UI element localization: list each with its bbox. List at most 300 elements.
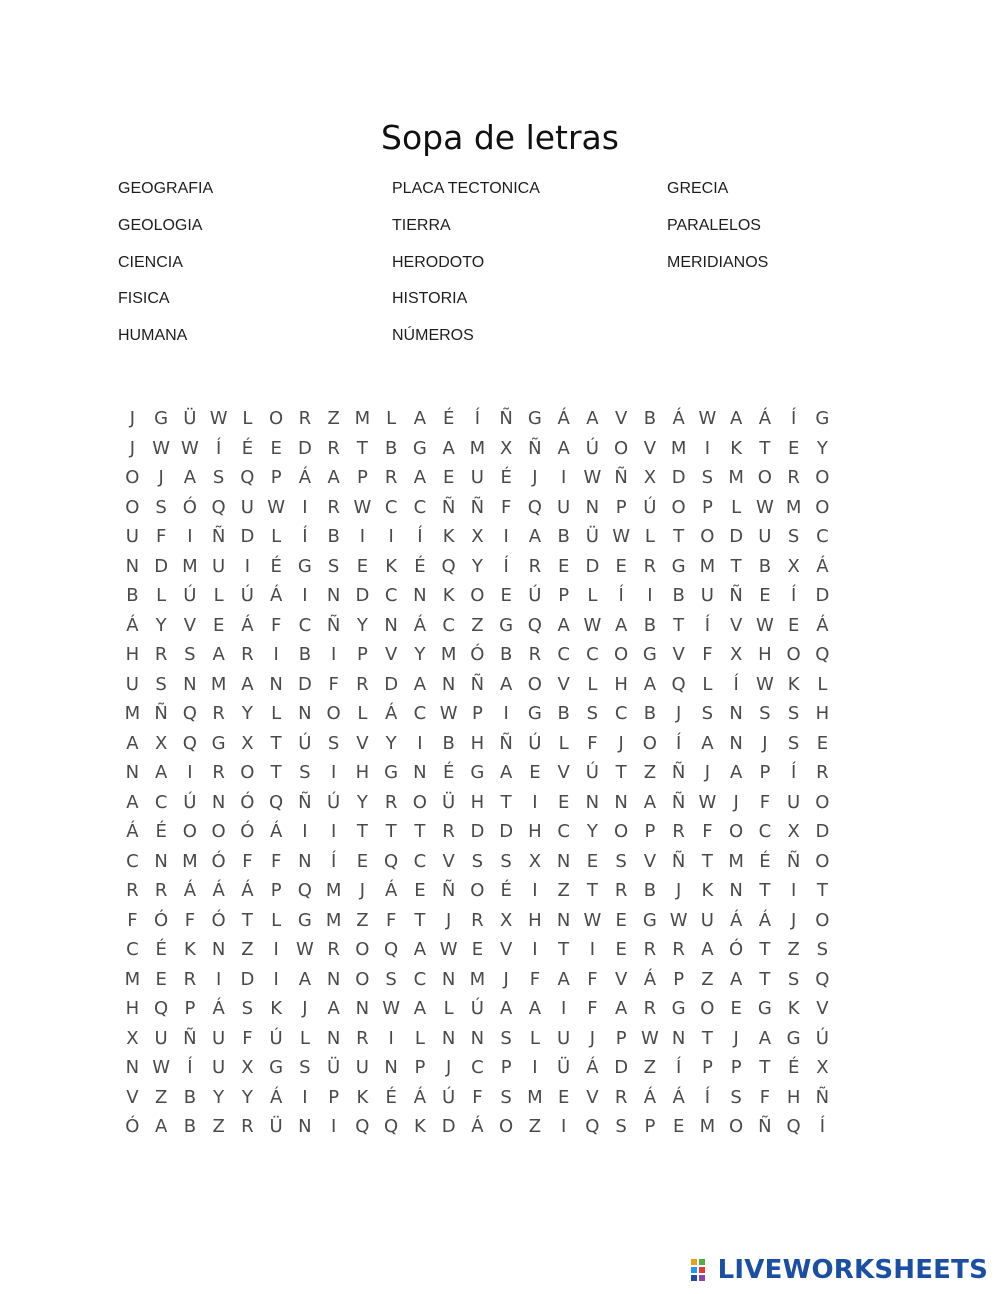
grid-letter[interactable]: V xyxy=(557,762,570,784)
grid-letter[interactable]: R xyxy=(614,1086,628,1108)
grid-letter[interactable]: Q xyxy=(240,467,255,489)
grid-letter[interactable]: I xyxy=(330,1116,337,1138)
grid-letter[interactable]: Q xyxy=(527,614,542,636)
grid-letter[interactable]: Z xyxy=(471,614,484,636)
grid-letter[interactable]: C xyxy=(614,703,628,725)
grid-letter[interactable]: K xyxy=(701,880,714,902)
grid-letter[interactable]: X xyxy=(787,555,800,577)
grid-letter[interactable]: Ñ xyxy=(211,526,226,548)
grid-letter[interactable]: I xyxy=(560,998,567,1020)
grid-letter[interactable]: Á xyxy=(212,998,225,1020)
grid-letter[interactable]: G xyxy=(815,408,830,430)
grid-letter[interactable]: B xyxy=(183,1086,197,1108)
grid-letter[interactable]: L xyxy=(644,526,655,548)
grid-letter[interactable]: T xyxy=(385,821,397,843)
grid-letter[interactable]: Q xyxy=(384,1116,399,1138)
grid-letter[interactable]: R xyxy=(327,496,340,518)
grid-letter[interactable]: L xyxy=(299,1027,310,1049)
grid-letter[interactable]: F xyxy=(155,526,167,548)
grid-letter[interactable]: A xyxy=(154,1116,168,1138)
grid-letter[interactable]: P xyxy=(701,1057,713,1079)
grid-letter[interactable]: Á xyxy=(413,1086,427,1108)
grid-letter[interactable]: J xyxy=(445,1057,452,1079)
grid-letter[interactable]: W xyxy=(382,998,401,1020)
grid-letter[interactable]: F xyxy=(500,496,512,518)
grid-letter[interactable]: A xyxy=(729,968,743,990)
grid-letter[interactable]: R xyxy=(154,880,168,902)
grid-letter[interactable]: Ú xyxy=(183,791,197,813)
grid-letter[interactable]: Ñ xyxy=(671,762,686,784)
grid-letter[interactable]: Ñ xyxy=(758,1116,772,1138)
grid-letter[interactable]: L xyxy=(558,732,569,754)
grid-letter[interactable]: S xyxy=(299,762,311,784)
grid-letter[interactable]: H xyxy=(786,1086,801,1108)
grid-letter[interactable]: U xyxy=(154,1027,168,1049)
grid-letter[interactable]: Z xyxy=(241,939,254,961)
grid-letter[interactable]: O xyxy=(815,791,830,813)
grid-letter[interactable]: M xyxy=(785,496,802,518)
grid-letter[interactable]: J xyxy=(532,467,538,489)
grid-letter[interactable]: Í xyxy=(503,555,509,577)
grid-letter[interactable]: Í xyxy=(675,732,682,754)
grid-letter[interactable]: Z xyxy=(701,968,714,990)
grid-letter[interactable]: Á xyxy=(126,614,139,636)
grid-letter[interactable]: O xyxy=(786,644,801,666)
grid-letter[interactable]: B xyxy=(643,408,657,430)
grid-letter[interactable]: F xyxy=(270,850,282,872)
grid-letter[interactable]: S xyxy=(701,467,714,489)
grid-letter[interactable]: Ñ xyxy=(671,791,686,813)
grid-letter[interactable]: B xyxy=(126,585,139,607)
grid-letter[interactable]: K xyxy=(385,555,398,577)
grid-letter[interactable]: Ú xyxy=(585,437,599,459)
grid-letter[interactable]: R xyxy=(471,909,484,931)
grid-letter[interactable]: I xyxy=(532,1057,538,1079)
grid-letter[interactable]: S xyxy=(586,703,599,725)
grid-letter[interactable]: V xyxy=(672,644,685,666)
grid-letter[interactable]: G xyxy=(527,703,542,725)
grid-letter[interactable]: D xyxy=(729,526,744,548)
grid-letter[interactable]: R xyxy=(327,939,340,961)
grid-letter[interactable]: F xyxy=(328,673,339,695)
grid-letter[interactable]: S xyxy=(787,732,800,754)
grid-letter[interactable]: L xyxy=(702,673,713,695)
grid-letter[interactable]: F xyxy=(702,821,713,843)
grid-letter[interactable]: S xyxy=(184,644,196,666)
grid-letter[interactable]: Q xyxy=(154,998,169,1020)
grid-letter[interactable]: F xyxy=(587,998,598,1020)
grid-letter[interactable]: U xyxy=(240,496,254,518)
grid-letter[interactable]: I xyxy=(302,496,308,518)
grid-letter[interactable]: J xyxy=(359,880,366,902)
grid-letter[interactable]: A xyxy=(586,408,599,430)
grid-letter[interactable]: W xyxy=(152,1057,171,1079)
grid-letter[interactable]: Í xyxy=(704,1086,711,1108)
grid-letter[interactable]: O xyxy=(729,821,744,843)
grid-letter[interactable]: I xyxy=(302,1086,308,1108)
grid-letter[interactable]: Á xyxy=(758,909,772,931)
grid-letter[interactable]: R xyxy=(787,467,800,489)
grid-letter[interactable]: L xyxy=(529,1027,540,1049)
grid-letter[interactable]: N xyxy=(211,939,226,961)
grid-letter[interactable]: N xyxy=(729,703,743,725)
grid-letter[interactable]: T xyxy=(701,1027,713,1049)
grid-letter[interactable]: X xyxy=(126,1027,139,1049)
grid-letter[interactable]: V xyxy=(442,850,455,872)
grid-letter[interactable]: E xyxy=(759,585,771,607)
grid-letter[interactable]: S xyxy=(155,496,167,518)
grid-letter[interactable]: H xyxy=(355,762,370,784)
grid-letter[interactable]: W xyxy=(698,791,717,813)
grid-letter[interactable]: Z xyxy=(787,939,800,961)
grid-letter[interactable]: Y xyxy=(414,644,426,666)
grid-letter[interactable]: P xyxy=(673,968,685,990)
grid-letter[interactable]: E xyxy=(615,909,627,931)
grid-letter[interactable]: K xyxy=(442,526,455,548)
grid-letter[interactable]: I xyxy=(532,939,538,961)
grid-letter[interactable]: E xyxy=(356,555,369,577)
grid-letter[interactable]: M xyxy=(527,1086,543,1108)
grid-letter[interactable]: N xyxy=(125,555,140,577)
grid-letter[interactable]: X xyxy=(499,909,513,931)
grid-letter[interactable]: T xyxy=(500,791,512,813)
grid-letter[interactable]: A xyxy=(413,408,427,430)
grid-letter[interactable]: Á xyxy=(586,1057,599,1079)
grid-letter[interactable]: W xyxy=(180,437,199,459)
grid-letter[interactable]: R xyxy=(528,644,542,666)
grid-letter[interactable]: S xyxy=(787,703,800,725)
grid-letter[interactable]: N xyxy=(125,1057,140,1079)
grid-letter[interactable]: H xyxy=(470,791,485,813)
grid-letter[interactable]: V xyxy=(729,614,743,636)
grid-letter[interactable]: M xyxy=(325,909,342,931)
grid-letter[interactable]: O xyxy=(815,850,830,872)
grid-letter[interactable]: Y xyxy=(241,1086,253,1108)
grid-letter[interactable]: Z xyxy=(643,1057,657,1079)
grid-letter[interactable]: E xyxy=(500,585,512,607)
grid-letter[interactable]: J xyxy=(790,909,797,931)
grid-letter[interactable]: Á xyxy=(413,614,427,636)
grid-letter[interactable]: U xyxy=(470,467,484,489)
grid-letter[interactable]: J xyxy=(675,703,682,725)
grid-letter[interactable]: Y xyxy=(155,614,167,636)
grid-letter[interactable]: V xyxy=(614,968,628,990)
grid-letter[interactable]: R xyxy=(183,968,197,990)
grid-letter[interactable]: D xyxy=(441,1116,456,1138)
grid-letter[interactable]: Í xyxy=(675,1057,682,1079)
grid-letter[interactable]: L xyxy=(731,496,742,518)
grid-letter[interactable]: A xyxy=(729,762,743,784)
grid-letter[interactable]: Ú xyxy=(585,762,599,784)
grid-letter[interactable]: R xyxy=(241,644,254,666)
grid-letter[interactable]: W xyxy=(612,526,631,548)
grid-letter[interactable]: Á xyxy=(672,1086,685,1108)
grid-letter[interactable]: T xyxy=(356,821,368,843)
grid-letter[interactable]: L xyxy=(271,703,282,725)
grid-letter[interactable]: G xyxy=(642,909,657,931)
grid-letter[interactable]: K xyxy=(356,1086,369,1108)
grid-letter[interactable]: Ñ xyxy=(528,437,542,459)
grid-letter[interactable]: J xyxy=(675,880,682,902)
grid-letter[interactable]: P xyxy=(270,880,282,902)
grid-letter[interactable]: M xyxy=(469,968,486,990)
grid-letter[interactable]: W xyxy=(439,939,458,961)
grid-letter[interactable]: Q xyxy=(815,644,830,666)
grid-letter[interactable]: Q xyxy=(384,939,399,961)
grid-letter[interactable]: Q xyxy=(182,703,197,725)
grid-letter[interactable]: W xyxy=(698,408,717,430)
grid-letter[interactable]: S xyxy=(500,850,512,872)
grid-letter[interactable]: O xyxy=(125,496,140,518)
grid-letter[interactable]: Ú xyxy=(528,585,542,607)
grid-letter[interactable]: Ó xyxy=(211,909,226,931)
grid-letter[interactable]: A xyxy=(126,732,139,754)
grid-letter[interactable]: Ñ xyxy=(326,614,341,636)
grid-letter[interactable]: G xyxy=(297,909,312,931)
grid-letter[interactable]: B xyxy=(557,526,570,548)
grid-letter[interactable]: Á xyxy=(672,408,685,430)
grid-letter[interactable]: T xyxy=(759,437,771,459)
grid-letter[interactable]: Á xyxy=(241,614,254,636)
grid-letter[interactable]: S xyxy=(327,555,340,577)
grid-letter[interactable]: O xyxy=(671,496,686,518)
grid-letter[interactable]: I xyxy=(330,762,337,784)
grid-letter[interactable]: B xyxy=(643,614,657,636)
grid-letter[interactable]: Z xyxy=(154,1086,168,1108)
grid-letter[interactable]: N xyxy=(211,791,226,813)
grid-letter[interactable]: C xyxy=(758,821,772,843)
grid-letter[interactable]: N xyxy=(470,1027,485,1049)
grid-letter[interactable]: Ü xyxy=(557,1057,571,1079)
grid-letter[interactable]: Y xyxy=(586,821,598,843)
grid-letter[interactable]: U xyxy=(787,791,801,813)
grid-letter[interactable]: O xyxy=(182,821,197,843)
grid-letter[interactable]: G xyxy=(757,998,772,1020)
grid-letter[interactable]: N xyxy=(556,850,571,872)
grid-letter[interactable]: U xyxy=(758,526,772,548)
grid-letter[interactable]: Q xyxy=(182,732,197,754)
grid-letter[interactable]: F xyxy=(242,850,253,872)
grid-letter[interactable]: W xyxy=(755,496,774,518)
grid-letter[interactable]: I xyxy=(359,526,366,548)
grid-letter[interactable]: Á xyxy=(183,880,197,902)
grid-letter[interactable]: Y xyxy=(356,614,368,636)
grid-letter[interactable]: T xyxy=(558,939,570,961)
grid-letter[interactable]: Á xyxy=(384,880,398,902)
grid-letter[interactable]: A xyxy=(413,673,427,695)
grid-letter[interactable]: Í xyxy=(215,437,222,459)
grid-letter[interactable]: F xyxy=(587,968,598,990)
grid-letter[interactable]: Ú xyxy=(815,1027,829,1049)
grid-letter[interactable]: B xyxy=(327,526,340,548)
grid-letter[interactable]: E xyxy=(212,614,225,636)
grid-letter[interactable]: Z xyxy=(327,408,340,430)
grid-letter[interactable]: Ó xyxy=(154,909,169,931)
grid-letter[interactable]: É xyxy=(414,555,426,577)
grid-letter[interactable]: D xyxy=(815,821,830,843)
grid-letter[interactable]: A xyxy=(327,998,340,1020)
grid-letter[interactable]: F xyxy=(702,644,713,666)
grid-letter[interactable]: E xyxy=(615,939,627,961)
grid-letter[interactable]: Q xyxy=(384,850,399,872)
grid-letter[interactable]: Á xyxy=(269,1086,283,1108)
grid-letter[interactable]: W xyxy=(640,1027,659,1049)
grid-letter[interactable]: S xyxy=(787,526,800,548)
grid-letter[interactable]: W xyxy=(152,437,171,459)
grid-letter[interactable]: Á xyxy=(126,821,139,843)
grid-letter[interactable]: T xyxy=(270,762,282,784)
grid-letter[interactable]: T xyxy=(816,880,828,902)
grid-letter[interactable]: M xyxy=(182,850,198,872)
grid-letter[interactable]: A xyxy=(614,614,628,636)
grid-letter[interactable]: A xyxy=(298,968,312,990)
grid-letter[interactable]: G xyxy=(297,555,312,577)
grid-letter[interactable]: N xyxy=(154,850,168,872)
grid-letter[interactable]: R xyxy=(212,703,225,725)
liveworksheets-logo[interactable] xyxy=(690,1252,988,1288)
grid-letter[interactable]: L xyxy=(443,998,454,1020)
grid-letter[interactable]: Ú xyxy=(240,585,254,607)
grid-letter[interactable]: S xyxy=(299,1057,311,1079)
grid-letter[interactable]: C xyxy=(586,644,599,666)
grid-letter[interactable]: É xyxy=(385,1086,397,1108)
grid-letter[interactable]: S xyxy=(241,998,254,1020)
grid-letter[interactable]: G xyxy=(786,1027,801,1049)
grid-letter[interactable]: Ú xyxy=(327,791,341,813)
grid-letter[interactable]: Ú xyxy=(470,998,484,1020)
grid-letter[interactable]: Q xyxy=(355,1116,370,1138)
grid-letter[interactable]: S xyxy=(615,1116,627,1138)
grid-letter[interactable]: B xyxy=(384,437,398,459)
grid-letter[interactable]: H xyxy=(528,821,542,843)
grid-letter[interactable]: R xyxy=(356,673,369,695)
grid-letter[interactable]: V xyxy=(643,850,657,872)
grid-letter[interactable]: N xyxy=(413,585,427,607)
grid-letter[interactable]: O xyxy=(815,496,830,518)
grid-letter[interactable]: D xyxy=(384,673,399,695)
grid-letter[interactable]: P xyxy=(500,1057,512,1079)
grid-letter[interactable]: K xyxy=(183,939,196,961)
grid-letter[interactable]: Á xyxy=(643,1086,657,1108)
grid-letter[interactable]: U xyxy=(355,1057,369,1079)
grid-letter[interactable]: Ñ xyxy=(786,850,801,872)
grid-letter[interactable]: C xyxy=(471,1057,484,1079)
grid-letter[interactable]: E xyxy=(672,1116,685,1138)
grid-letter[interactable]: Á xyxy=(298,467,312,489)
grid-letter[interactable]: T xyxy=(759,1057,771,1079)
grid-letter[interactable]: K xyxy=(442,585,455,607)
grid-letter[interactable]: Ü xyxy=(327,1057,341,1079)
grid-letter[interactable]: G xyxy=(671,555,686,577)
grid-letter[interactable]: A xyxy=(327,467,340,489)
grid-letter[interactable]: T xyxy=(356,437,368,459)
grid-letter[interactable]: O xyxy=(326,703,341,725)
grid-letter[interactable]: D xyxy=(614,1057,629,1079)
grid-letter[interactable]: V xyxy=(183,614,197,636)
grid-letter[interactable]: K xyxy=(787,998,800,1020)
grid-letter[interactable]: A xyxy=(499,762,513,784)
grid-letter[interactable]: I xyxy=(560,1116,567,1138)
grid-letter[interactable]: H xyxy=(470,732,485,754)
grid-letter[interactable]: Ñ xyxy=(470,673,485,695)
grid-letter[interactable]: Ó xyxy=(125,1116,140,1138)
grid-letter[interactable]: C xyxy=(126,939,139,961)
grid-letter[interactable]: O xyxy=(269,408,284,430)
grid-letter[interactable]: Ó xyxy=(182,496,197,518)
grid-letter[interactable]: P xyxy=(270,467,282,489)
grid-letter[interactable]: J xyxy=(762,732,768,754)
grid-letter[interactable]: R xyxy=(384,467,398,489)
grid-letter[interactable]: N xyxy=(355,998,370,1020)
grid-letter[interactable]: D xyxy=(297,437,312,459)
grid-letter[interactable]: L xyxy=(817,673,828,695)
grid-letter[interactable]: P xyxy=(759,762,771,784)
grid-letter[interactable]: W xyxy=(353,496,372,518)
grid-letter[interactable]: R xyxy=(356,1027,369,1049)
grid-letter[interactable]: N xyxy=(384,614,398,636)
grid-letter[interactable]: X xyxy=(241,732,254,754)
grid-letter[interactable]: L xyxy=(386,408,397,430)
grid-letter[interactable]: N xyxy=(326,968,341,990)
grid-letter[interactable]: O xyxy=(614,821,629,843)
grid-letter[interactable]: J xyxy=(158,467,164,489)
grid-letter[interactable]: T xyxy=(673,614,685,636)
grid-letter[interactable]: M xyxy=(325,880,342,902)
grid-letter[interactable]: Y xyxy=(385,732,397,754)
grid-letter[interactable]: T xyxy=(414,909,426,931)
grid-letter[interactable]: Ó xyxy=(240,821,255,843)
grid-letter[interactable]: Q xyxy=(815,968,830,990)
grid-letter[interactable]: U xyxy=(700,909,714,931)
grid-letter[interactable]: S xyxy=(759,703,771,725)
grid-letter[interactable]: O xyxy=(355,939,370,961)
grid-letter[interactable]: O xyxy=(700,526,715,548)
grid-letter[interactable]: É xyxy=(155,821,167,843)
grid-letter[interactable]: Ñ xyxy=(815,1086,830,1108)
grid-letter[interactable]: R xyxy=(672,821,685,843)
grid-letter[interactable]: Ñ xyxy=(183,1027,197,1049)
grid-letter[interactable]: O xyxy=(470,880,485,902)
grid-letter[interactable]: N xyxy=(556,909,571,931)
grid-letter[interactable]: O xyxy=(355,968,370,990)
grid-letter[interactable]: O xyxy=(412,791,427,813)
grid-letter[interactable]: P xyxy=(356,644,368,666)
grid-letter[interactable]: J xyxy=(733,791,739,813)
grid-letter[interactable]: Á xyxy=(269,821,283,843)
grid-letter[interactable]: É xyxy=(500,467,512,489)
grid-letter[interactable]: P xyxy=(356,467,368,489)
grid-letter[interactable]: H xyxy=(815,703,830,725)
grid-letter[interactable]: L xyxy=(587,673,598,695)
grid-letter[interactable]: M xyxy=(699,555,716,577)
grid-letter[interactable]: Q xyxy=(297,880,312,902)
grid-letter[interactable]: U xyxy=(557,1027,571,1049)
grid-letter[interactable]: F xyxy=(270,614,282,636)
grid-letter[interactable]: E xyxy=(529,762,541,784)
grid-letter[interactable]: Ü xyxy=(442,791,456,813)
grid-letter[interactable]: I xyxy=(302,585,308,607)
grid-letter[interactable]: I xyxy=(273,939,279,961)
grid-letter[interactable]: R xyxy=(327,437,340,459)
grid-letter[interactable]: Ú xyxy=(269,1027,283,1049)
grid-letter[interactable]: E xyxy=(356,850,369,872)
grid-letter[interactable]: A xyxy=(729,408,743,430)
grid-letter[interactable]: Ñ xyxy=(499,732,513,754)
grid-letter[interactable]: N xyxy=(441,1027,456,1049)
grid-letter[interactable]: Ú xyxy=(528,732,542,754)
grid-letter[interactable]: Ñ xyxy=(298,791,312,813)
grid-letter[interactable]: I xyxy=(388,1027,394,1049)
